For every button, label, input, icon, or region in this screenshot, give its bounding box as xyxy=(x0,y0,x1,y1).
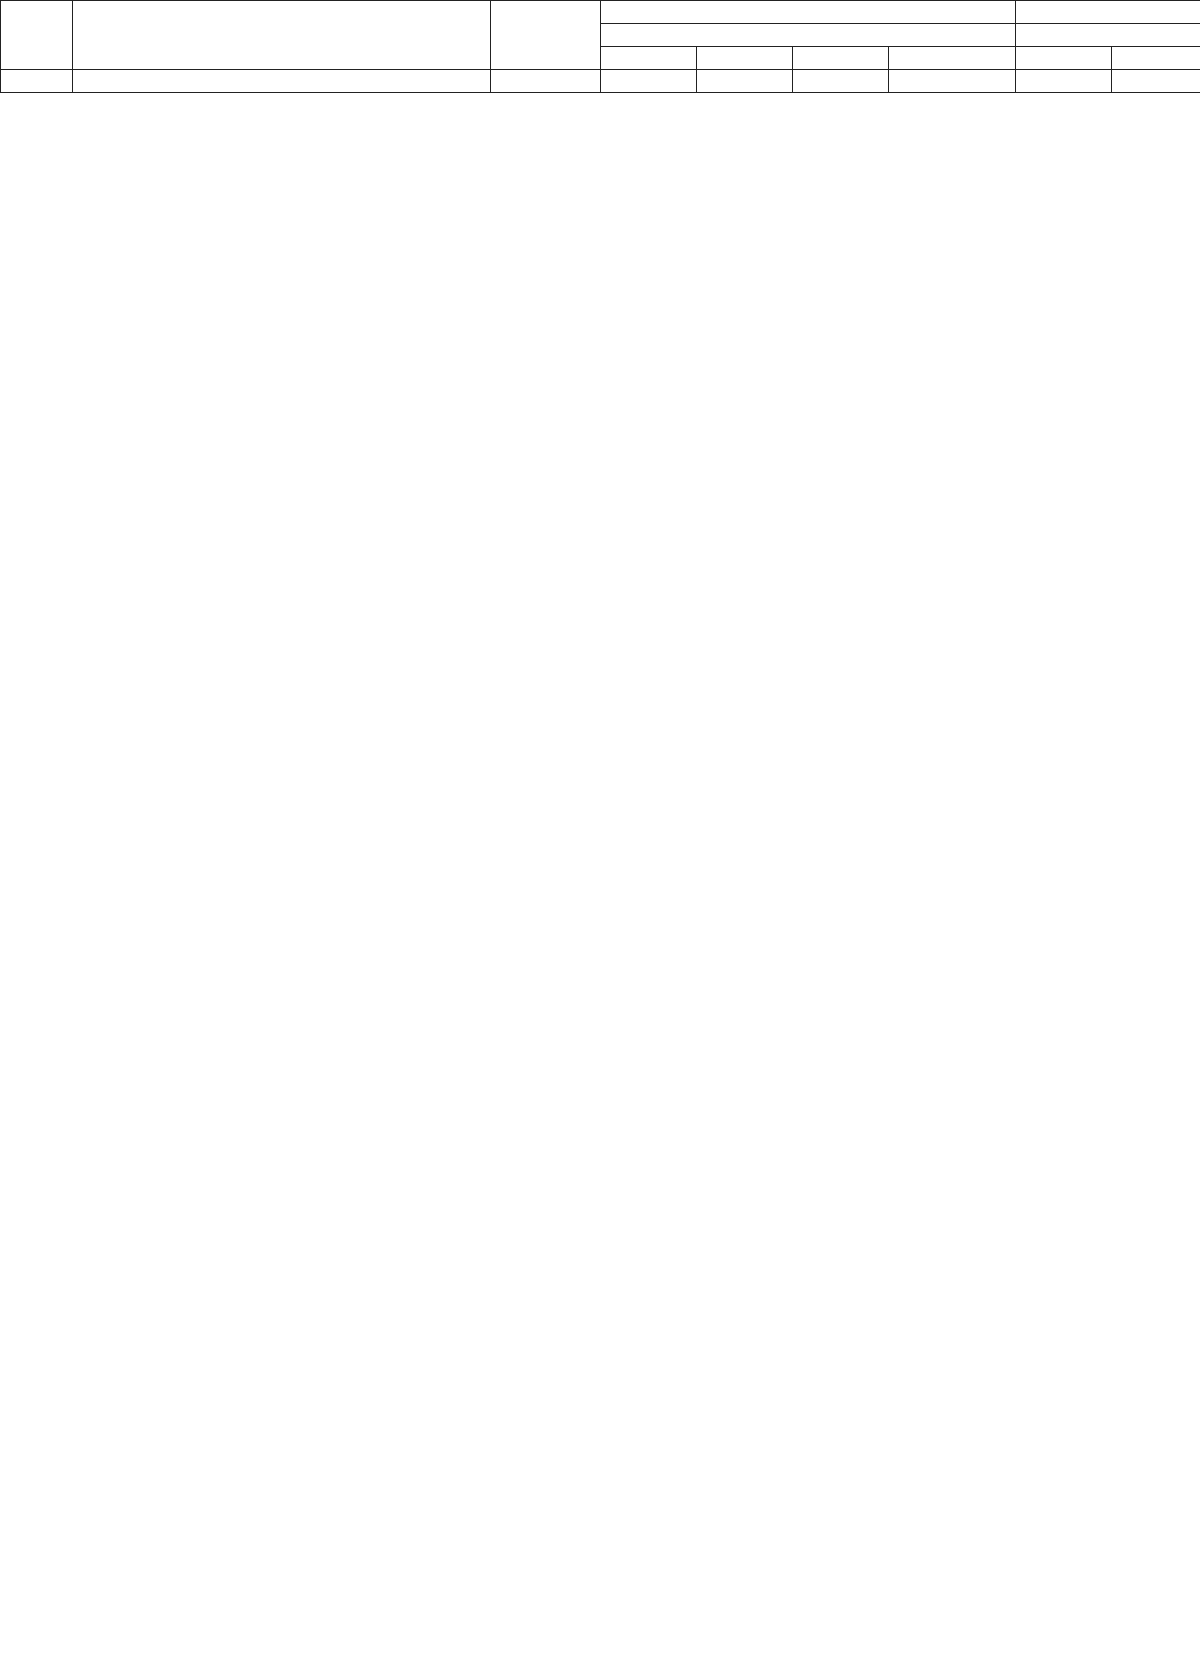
column-index xyxy=(793,70,889,93)
header-price-1 xyxy=(601,24,1016,47)
column-index xyxy=(697,70,793,93)
header-level xyxy=(889,47,1016,70)
header-period-2 xyxy=(1016,1,1200,24)
column-index xyxy=(1016,70,1112,93)
header-price-2 xyxy=(1016,24,1200,47)
column-index xyxy=(1,70,73,93)
column-index xyxy=(73,70,491,93)
header-unit xyxy=(491,1,601,70)
header-level xyxy=(793,47,889,70)
column-index xyxy=(601,70,697,93)
tariff-document xyxy=(0,0,1200,93)
column-index-row xyxy=(1,70,1200,93)
header-level xyxy=(1112,47,1200,70)
column-index xyxy=(1112,70,1200,93)
header-level xyxy=(697,47,793,70)
column-index xyxy=(491,70,601,93)
header-level xyxy=(1016,47,1112,70)
header-indicator xyxy=(73,1,491,70)
tariff-table xyxy=(0,0,1200,93)
header-period-1 xyxy=(601,1,1016,24)
header-num xyxy=(1,1,73,70)
column-index xyxy=(889,70,1016,93)
table-header xyxy=(1,1,1200,93)
header-level xyxy=(601,47,697,70)
